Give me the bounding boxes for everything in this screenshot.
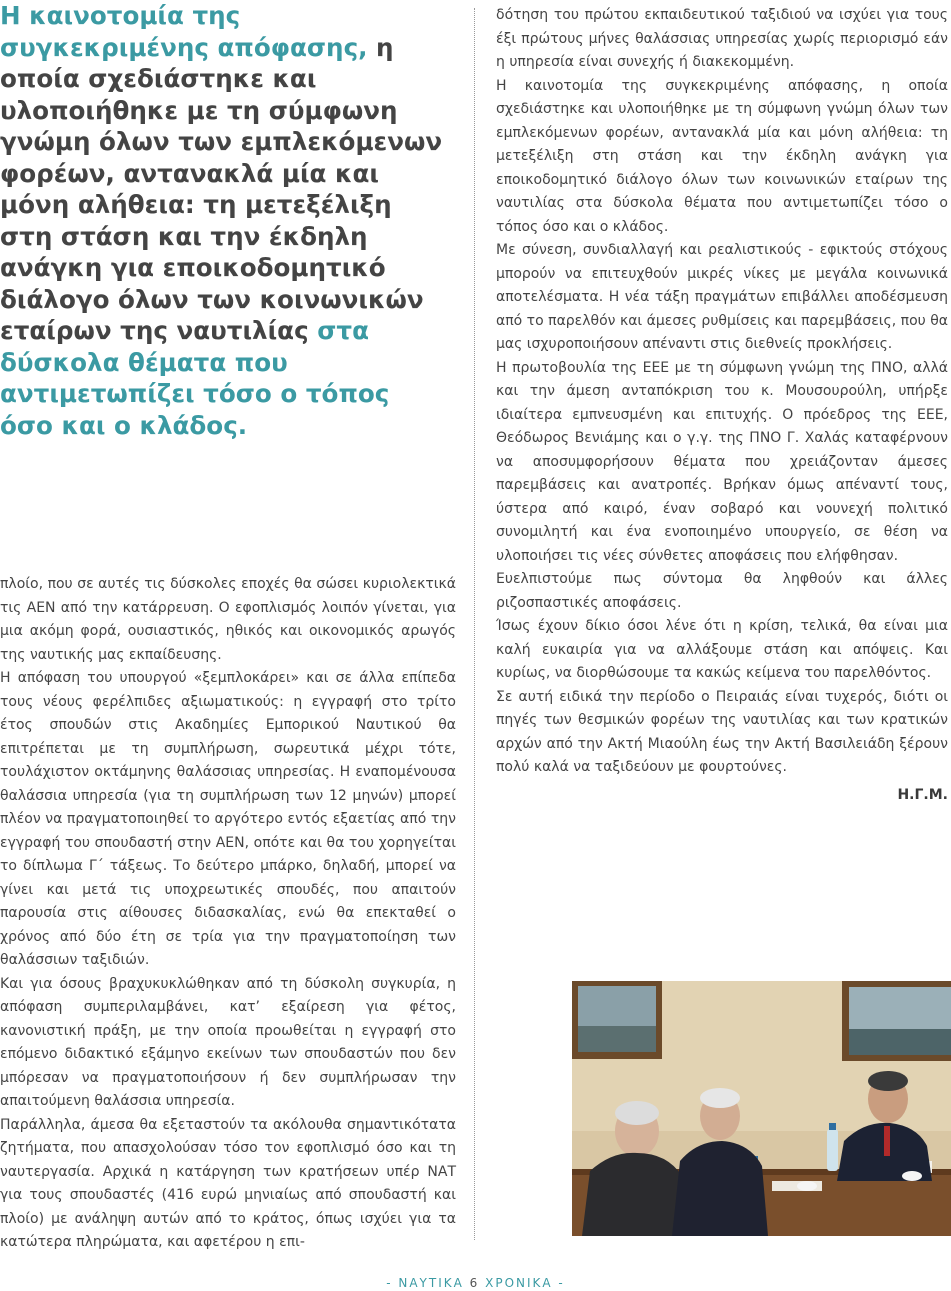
right-paragraph-1: δότηση του πρώτου εκπαιδευτικού ταξιδιού να ισχύει για τους έξι πρώτους μήνες θαλάσσιας υπηρεσίας χωρίς περιορισμό εάν η υπηρεσία είναι συνεχής ή διακεκομμένη. [496,7,948,70]
footer-prefix: - ΝΑΥΤΙΚΑ [386,1276,464,1290]
pull-quote-highlight-end: στα δύσκολα θέματα που αντιμετωπίζει τόσο ο τόπος όσο και ο κλάδος. [0,316,390,440]
right-paragraph-2: Η καινοτομία της συγκεκριμένης απόφασης, η οποία σχεδιάστηκε και υλοποιήθηκε με τη σύμφωνη γνώμη όλων των εμπλεκόμενων φορέων, αντανακλά μία και μόνη αλήθεια: τη μετεξέλιξη στη στάση και την έκδηλη ανάγκη για εποικοδομητικό διάλογο όλων των κοινωνικών εταίρων της ναυτιλίας στα δύσκολα θέματα που αντιμετωπίζει τόσο ο τόπος όσο και ο κλάδος. [496,77,948,235]
right-paragraph-7: Σε αυτή ειδικά την περίοδο ο Πειραιάς είναι τυχερός, διότι οι πηγές των θεσμικών φορέων της ναυτιλίας και των κρατικών αρχών από την Ακτή Μιαούλη έως την Ακτή Βασιλειάδη ξέρουν πολύ καλά να ταξιδεύουν με φουρτούνες. [496,688,948,775]
pull-quote-body: η οποία σχεδιάστηκε και υλοποιήθηκε με τη σύμφωνη γνώμη όλων των εμπλεκόμενων φορέων, αντανακλά μία και μόνη αλήθεια: τη μετεξέλιξη στη στάση και την έκδηλη ανάγκη για εποικοδομητικό διάλογο όλων των κοινωνικών εταίρων της ναυτιλίας [0,32,443,345]
right-paragraph-6: Ίσως έχουν δίκιο όσοι λένε ότι η κρίση, τελικά, θα είναι μια καλή ευκαιρία για να αλλάξουμε στάση και απόψεις. Και κυρίως, να διορθώσουμε τα κακώς κείμενα του παρελθόντος. [496,618,948,681]
meeting-photo [572,981,951,1236]
right-text-column [496,4,948,807]
page-footer [0,1276,951,1290]
page-number: 6 [469,1276,480,1290]
left-text-column [0,573,456,1255]
left-paragraph-3: Και για όσους βραχυκυκλώθηκαν από τη δύσκολη συγκυρία, η απόφαση συμπεριλαμβάνει, κατ’ εξαίρεση για φέτος, κανονιστική πράξη, με την οποία προωθείται η εγγραφή στο επόμενο διδακτικό εξάμηνο εκείνων των σπουδαστών που δεν μπόρεσαν να πραγματοποιήσουν ή δεν συμπλήρωσαν την απαιτούμενη θαλάσσια υπηρεσία. [0,975,456,1109]
right-paragraph-3: Με σύνεση, συνδιαλλαγή και ρεαλιστικούς - εφικτούς στόχους μπορούν να επιτευχθούν μικρές νίκες με μεγάλα κοινωνικά αποτελέσματα. Η νέα τάξη πραγμάτων επιβάλλει αποδέσμευση από το παρελθόν και άμεσες ρυθμίσεις και παρεμβάσεις, που θα μας ισχυροποιήσουν απέναντι στις διεθνείς προκλήσεις. [496,242,948,352]
left-paragraph-4: Παράλληλα, άμεσα θα εξεταστούν τα ακόλουθα σημαντικότατα ζητήματα, που απασχολούσαν τόσο τον εφοπλισμό όσο και τη ναυτεργασία. Αρχικά η κατάργηση των κρατήσεων υπέρ ΝΑΤ για τους σπουδαστές (416 ευρώ μηνιαίως από σπουδαστή και πλοίο) με ανάληψη αυτών από το κράτος, όπως ισχύει για τα κατώτερα πληρώματα, και αφετέρου η επι- [0,1116,456,1250]
left-paragraph-1: πλοίο, που σε αυτές τις δύσκολες εποχές θα σώσει κυριολεκτικά τις ΑΕΝ από την κατάρρευση. Ο εφοπλισμός λοιπόν γίνεται, για μια ακόμη φορά, ουσιαστικός, ηθικός και οικονομικός αρωγός της ναυτικής μας εκπαίδευσης. [0,576,456,663]
pull-quote-highlight-start: Η καινοτομία της συγκεκριμένης απόφασης, [0,1,368,62]
pull-quote [0,0,450,441]
right-paragraph-5: Ευελπιστούμε πως σύντομα θα ληφθούν και άλλες ριζοσπαστικές αποφάσεις. [496,571,948,611]
author-signature: Η.Γ.Μ. [897,786,948,803]
footer-suffix: ΧΡΟΝΙΚΑ - [485,1276,565,1290]
left-paragraph-2: Η απόφαση του υπουργού «ξεμπλοκάρει» και σε άλλα επίπεδα τους νέους φερέλπιδες αξιωματικούς: η εγγραφή στο τρίτο έτος σπουδών στις Ακαδημίες Εμπορικού Ναυτικού θα επιτρέπεται με τη συμπλήρωση, σωρευτικά μέχρι τότε, τουλάχιστον οκτάμηνης θαλάσσιας υπηρεσίας. Η εναπομένουσα θαλάσσια υπηρεσία (για τη συμπλήρωση των 12 μηνών) μπορεί πλέον να πραγματοποιηθεί το αργότερο εντός εξαετίας από την εγγραφή του σπουδαστή στην ΑΕΝ, οπότε και θα του χορηγείται το δίπλωμα Γ΄ τάξεως. Το δεύτερο μπάρκο, δηλαδή, μπορεί να γίνει και μετά τις υποχρεωτικές σπουδές, που απαιτούν παρουσία στις αίθουσες διδασκαλίας, ενώ θα επεκταθεί ο χρόνος από δύο έτη σε τρία για την πραγματοποίηση των θαλάσσιων ταξιδιών. [0,670,456,968]
column-divider [474,8,475,1240]
right-paragraph-4: Η πρωτοβουλία της ΕΕΕ με τη σύμφωνη γνώμη της ΠΝΟ, αλλά και την άμεση ανταπόκριση του κ. Μουσουρούλη, υπήρξε ιδιαίτερα εμπνευσμένη και επιτυχής. Ο πρόεδρος της ΕΕΕ, Θεόδωρος Βενιάμης και ο γ.γ. της ΠΝΟ Γ. Χαλάς καταφέρνουν να αποσυμφορήσουν θέματα που χρειάζονταν άμεσες παρεμβάσεις και ανατροπές. Βρήκαν όμως απέναντί τους, ύστερα από καιρό, έναν σοβαρό και νουνεχή πολιτικό συνομιλητή και ένα ενοποιημένο υπουργείο, σε θέση να υλοποιήσει τις νέες σύνθετες αποφάσεις που ελήφθησαν. [496,359,948,564]
